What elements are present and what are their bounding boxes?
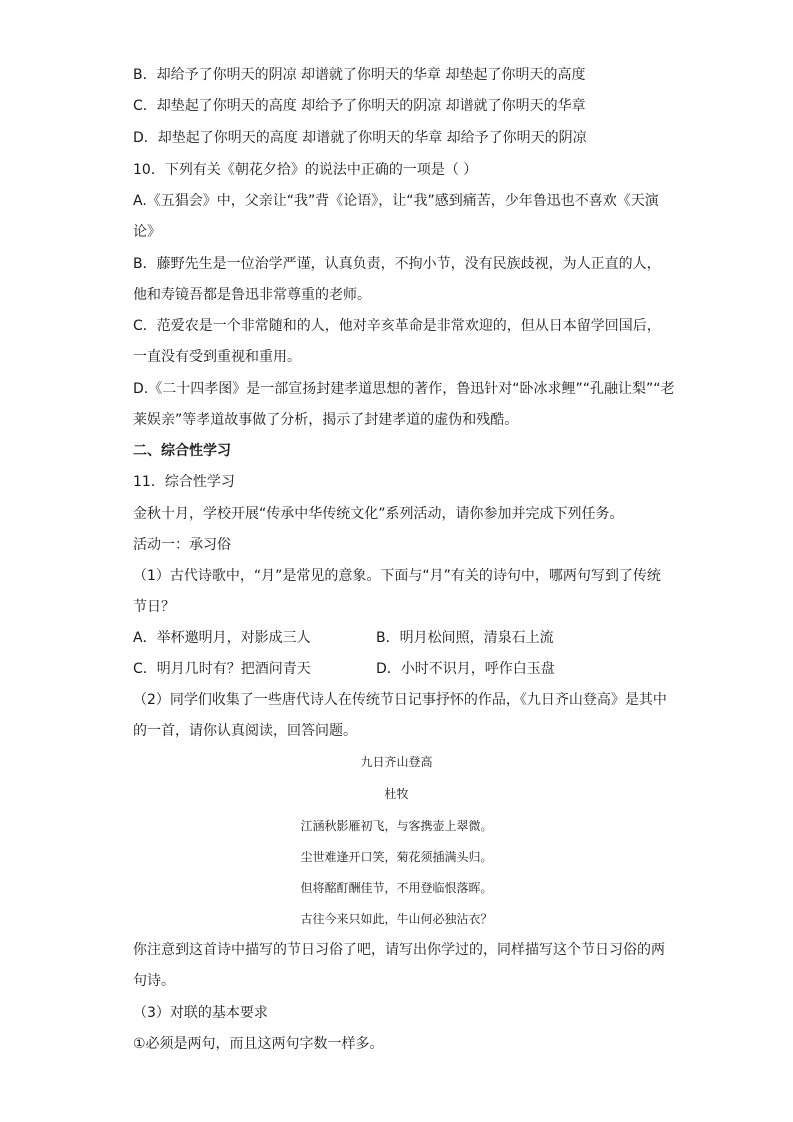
- sub1-option-c: C．明月几时有？把酒问青天: [133, 661, 311, 677]
- poem-title: 九日齐山登高: [360, 755, 433, 769]
- poem-question-line1: 你注意到这首诗中描写的节日习俗了吧，请写出你学过的，同样描写这个节日习俗的两: [133, 942, 665, 958]
- poem-line: 江涵秋影雁初飞，与客携壶上翠微。: [300, 819, 493, 833]
- poem-line: 古往今来只如此，牛山何必独沾衣？: [300, 912, 493, 926]
- sub-question-1-line1: （1）古代诗歌中，“月”是常见的意象。下面与“月”有关的诗句中，哪两句写到了传统: [133, 568, 661, 584]
- q10-option-a-line1: A.《五猖会》中，父亲让“我”背《论语》，让“我”感到痛苦，少年鲁迅也不喜欢《天演: [133, 193, 659, 209]
- q10-option-b-line1: B．藤野先生是一位治学严谨，认真负责，不拘小节，没有民族歧视，为人正直的人，: [133, 256, 661, 272]
- couplet-rule-1: ①必须是两句，而且这两句字数一样多。: [133, 1036, 384, 1052]
- q10-option-b-line2: 他和寿镜吾都是鲁迅非常尊重的老师。: [133, 287, 371, 303]
- q11-title: 11．综合性学习: [133, 474, 235, 490]
- sub1-option-b: B．明月松间照，清泉石上流: [376, 630, 554, 646]
- sub-question-2-line2: 的一首，请你认真阅读，回答问题。: [133, 723, 357, 739]
- q10-option-a-line2: 论》: [133, 224, 161, 240]
- q11-intro: 金秋十月，学校开展“传承中华传统文化”系列活动，请你参加并完成下列任务。: [133, 506, 624, 522]
- q9-option-b: B．却给予了你明天的阴凉 却谱就了你明天的华章 却垫起了你明天的高度: [133, 67, 586, 83]
- q10-option-d-line1: D.《二十四孝图》是一部宣扬封建孝道思想的著作，鲁迅针对“卧冰求鲤”“孔融让梨”“老: [133, 381, 675, 397]
- poem-line: 但将酩酊酬佳节，不用登临恨落晖。: [300, 881, 493, 895]
- section-heading: 二、综合性学习: [133, 443, 231, 459]
- poem-line: 尘世难逢开口笑，菊花须插满头归。: [300, 850, 493, 864]
- q10-option-c-line2: 一直没有受到重视和重用。: [133, 349, 301, 365]
- sub-question-3: （3）对联的基本要求: [133, 1005, 268, 1021]
- q10-stem: 10．下列有关《朝花夕拾》的说法中正确的一项是（ ）: [133, 162, 478, 178]
- sub-question-1-line2: 节日？: [133, 599, 175, 615]
- sub1-option-a: A．举杯邀明月，对影成三人: [133, 630, 311, 646]
- q9-option-d: D．却垫起了你明天的高度 却谱就了你明天的华章 却给予了你明天的阴凉: [133, 130, 587, 146]
- q10-option-c-line1: C．范爱农是一个非常随和的人，他对辛亥革命是非常欢迎的，但从日本留学回国后，: [133, 318, 661, 334]
- poem-question-line2: 句诗。: [133, 973, 175, 989]
- sub-question-2-line1: （2）同学们收集了一些唐代诗人在传统节日记事抒怀的作品，《九日齐山登高》是其中: [133, 692, 667, 708]
- sub1-option-d: D．小时不识月，呼作白玉盘: [376, 661, 555, 677]
- q9-option-c: C．却垫起了你明天的高度 却给予了你明天的阴凉 却谱就了你明天的华章: [133, 98, 586, 114]
- poem-author: 杜牧: [384, 787, 409, 801]
- activity-1-label: 活动一：承习俗: [133, 537, 231, 553]
- q10-option-d-line2: 莱娱亲”等孝道故事做了分析，揭示了封建孝道的虚伪和残酷。: [133, 412, 519, 428]
